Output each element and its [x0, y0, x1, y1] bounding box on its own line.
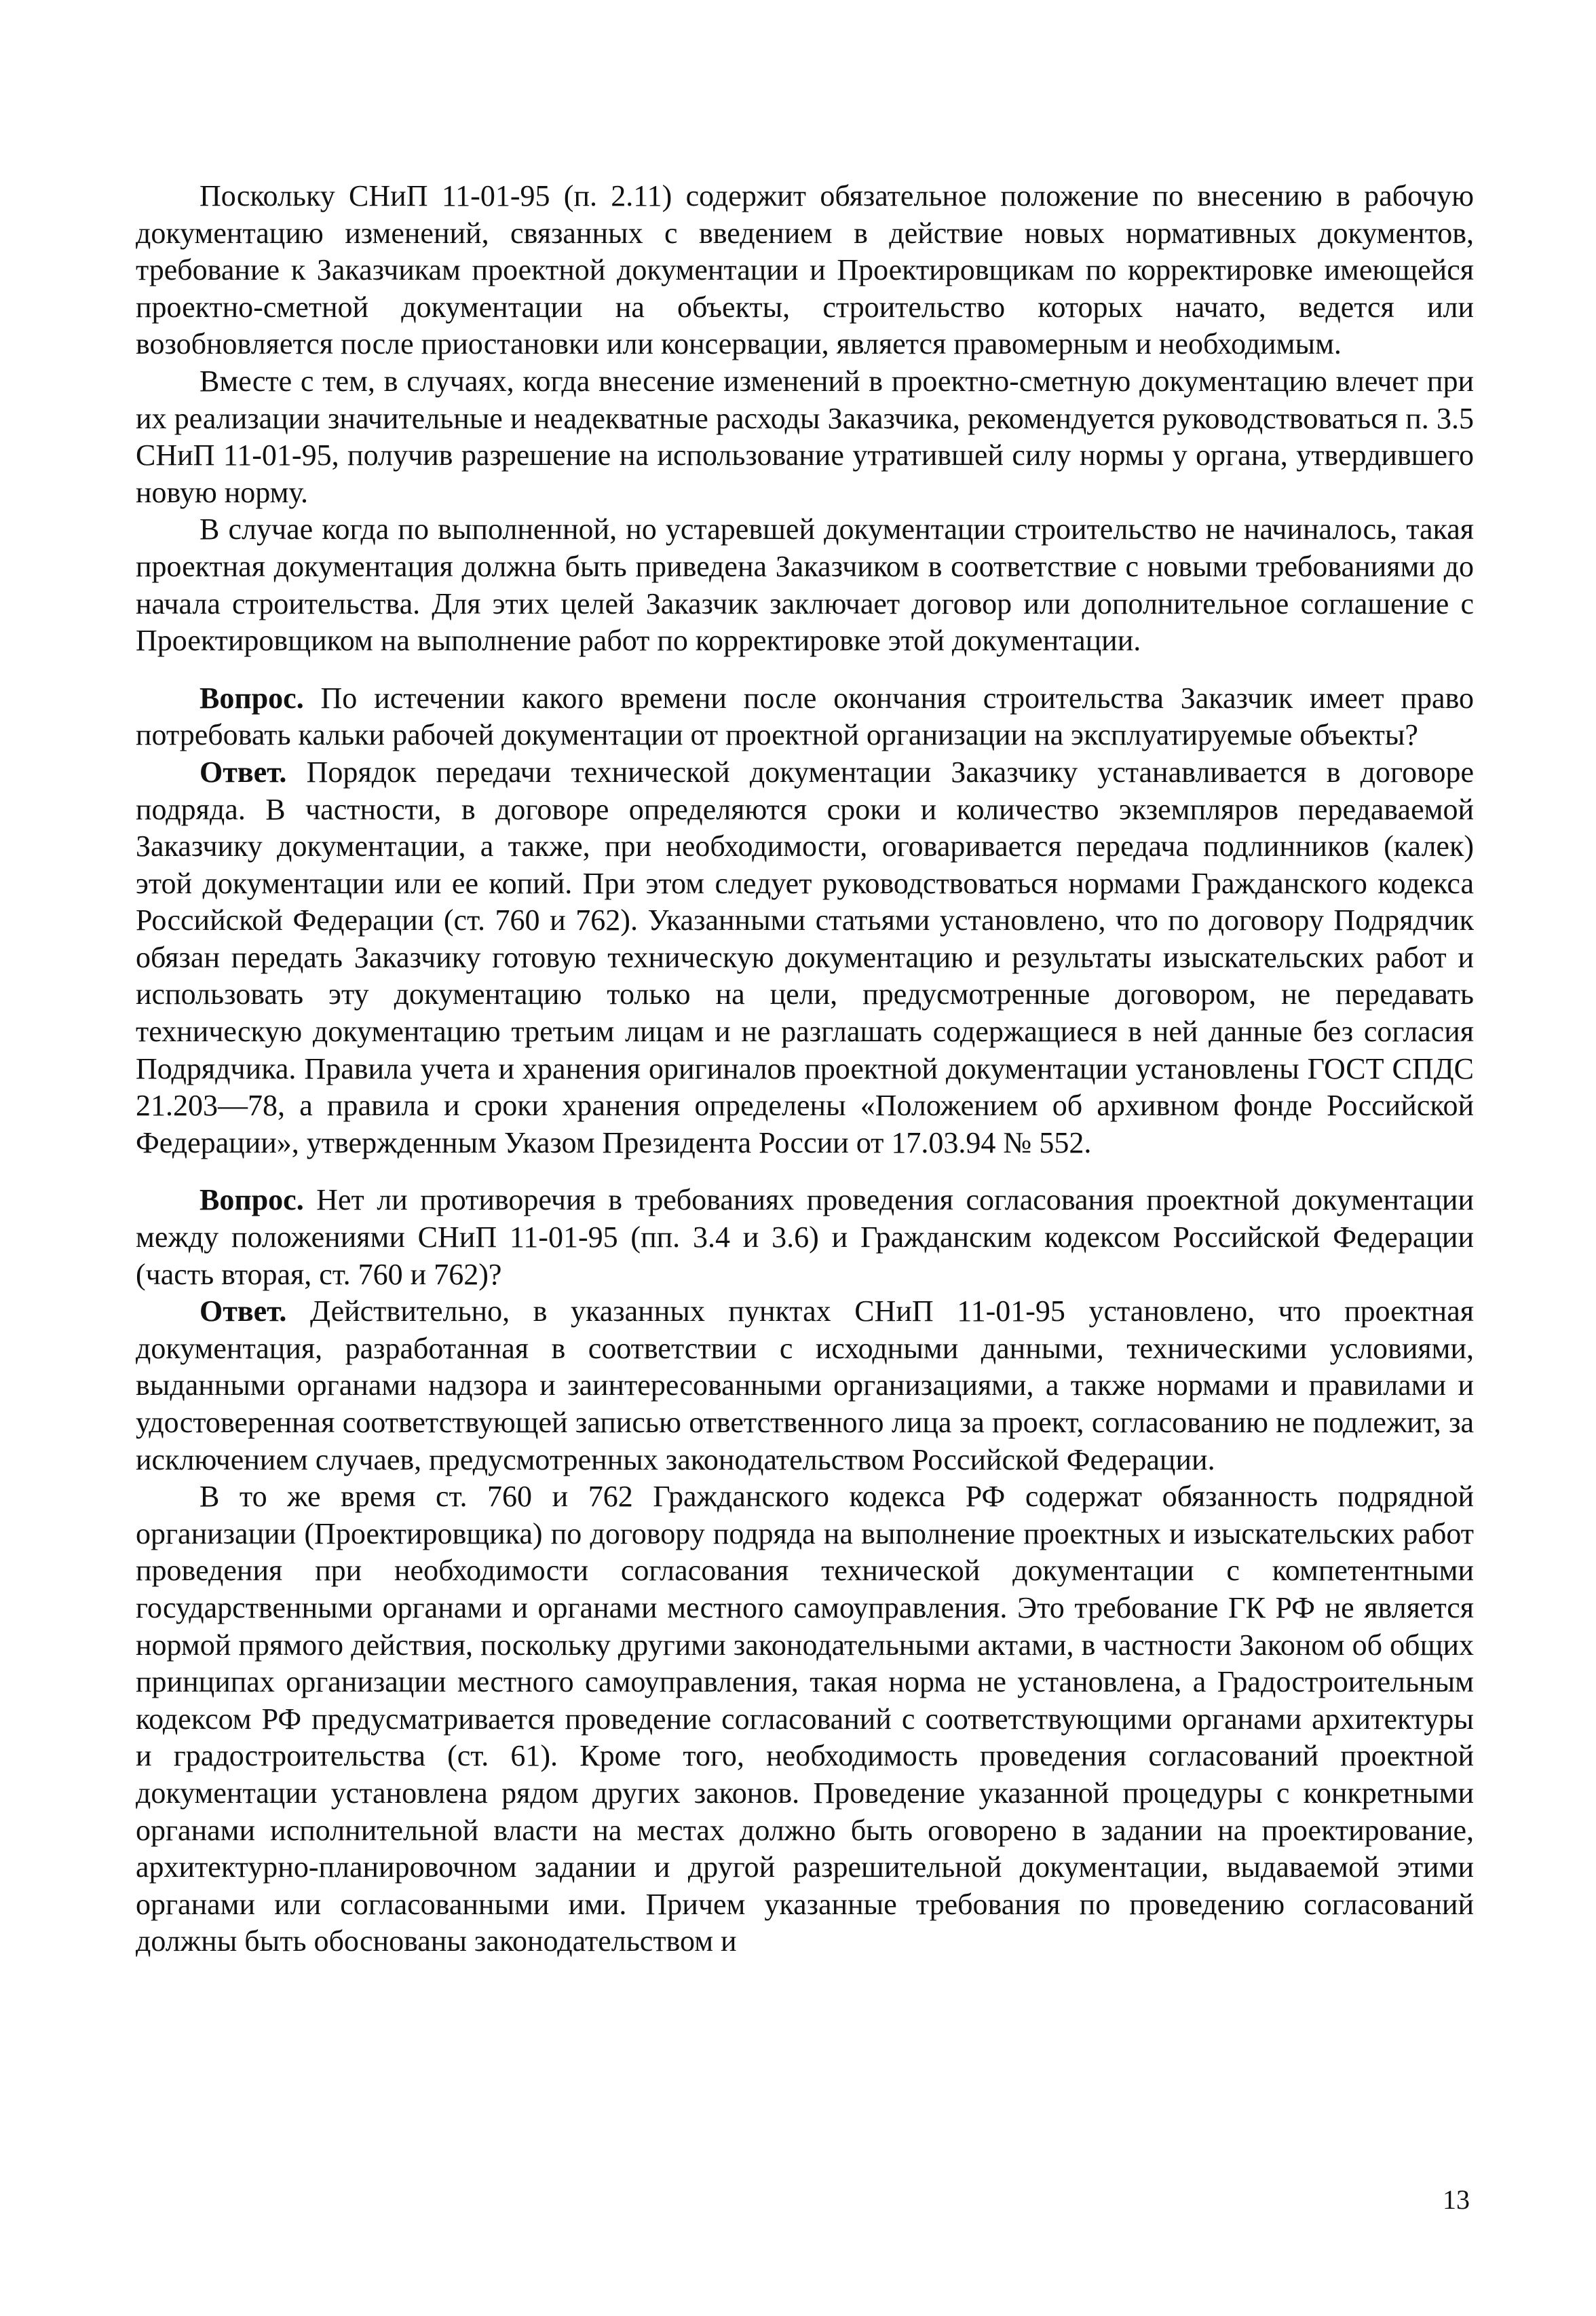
- answer-label: Ответ.: [200, 1294, 287, 1328]
- answer-text: Действительно, в указанных пунктах СНиП 11-01-95 установлено, что проектная документация, разработанная в соответствии с исходными данными, техническими условиями, выданными органами надзора и заинтересованными организациями, а также нормами и правилами и удостоверенная соответствующей записью ответственного лица за проект, согласованию не подлежит, за исключением случаев, предусмотренных законодательством Российской Федерации.: [136, 1294, 1474, 1476]
- paragraph-text: Поскольку СНиП 11-01-95 (п. 2.11) содержит обязательное положение по внесению в рабочую документацию изменений, связанных с введением в действие новых нормативных документов, требование к Заказчикам проектной документации и Проектировщикам по корректировке имеющейся проектно-сметной документации на объекты, строительство которых начато, ведется или возобновляется после приостановки или консервации, является правомерным и необходимым.: [136, 179, 1474, 361]
- answer-paragraph: [136, 1293, 1474, 1478]
- paragraph-text: Вместе с тем, в случаях, когда внесение изменений в проектно-сметную документацию влечет при их реализации значительные и неадекватные расходы Заказчика, рекомендуется руководствоваться п. 3.5 СНиП 11-01-95, получив разрешение на использование утратившей силу нормы у органа, утвердившего новую норму.: [136, 364, 1474, 509]
- page-number: 13: [1443, 2184, 1470, 2215]
- paragraph: [136, 511, 1474, 659]
- body-text: [136, 178, 1474, 1960]
- paragraph: [136, 363, 1474, 511]
- answer-paragraph: [136, 754, 1474, 1162]
- paragraph-text: В то же время ст. 760 и 762 Гражданского кодекса РФ содержат обязанность подрядной организации (Проектировщика) по договору подряда на выполнение проектных и изыскательских работ проведения при необходимости согласования технической документации с компетентными государственными органами и органами местного самоуправления. Это требование ГК РФ не является нормой прямого действия, поскольку другими законодательными актами, в частности Законом об общих принципах организации местного самоуправления, такая норма не установлена, а Градостроительным кодексом РФ предусматривается проведение согласований с соответствующими органами архитектуры и градостроительства (ст. 61). Кроме того, необходимость проведения согласований проектной документации установлена рядом других законов. Проведение указанной процедуры с конкретными органами исполнительной власти на местах должно быть оговорено в задании на проектирование, архитектурно-планировочном задании и другой разрешительной документации, выдаваемой этими органами или согласованными ими. Причем указанные требования по проведению согласований должны быть обоснованы законодательством и: [136, 1480, 1474, 1958]
- paragraph-text: В случае когда по выполненной, но устаревшей документации строительство не начиналось, такая проектная документация должна быть приведена Заказчиком в соответствие с новыми требованиями до начала строительства. Для этих целей Заказчик заключает договор или дополнительное соглашение с Проектировщиком на выполнение работ по корректировке этой документации.: [136, 512, 1474, 658]
- question-label: Вопрос.: [200, 681, 304, 715]
- question-text: По истечении какого времени после окончания строительства Заказчик имеет право потребовать кальки рабочей документации от проектной организации на эксплуатируемые объекты?: [136, 681, 1474, 752]
- paragraph: [136, 1478, 1474, 1960]
- paragraph: [136, 178, 1474, 363]
- answer-text: Порядок передачи технической документации Заказчику устанавливается в договоре подряда. В частности, в договоре определяются сроки и количество экземпляров передаваемой Заказчику документации, а также, при необходимости, оговаривается передача подлинников (калек) этой документации или ее копий. При этом следует руководствоваться нормами Гражданского кодекса Российской Федерации (ст. 760 и 762). Указанными статьями установлено, что по договору Подрядчик обязан передать Заказчику готовую техническую документацию и результаты изыскательских работ и использовать эту документацию только на цели, предусмотренные договором, не передавать техническую документацию третьим лицам и не разглашать содержащиеся в ней данные без согласия Подрядчика. Правила учета и хранения оригиналов проектной документации установлены ГОСТ СПДС 21.203—78, а правила и сроки хранения определены «Положением об архивном фонде Российской Федерации», утвержденным Указом Президента России от 17.03.94 № 552.: [136, 755, 1474, 1159]
- answer-label: Ответ.: [200, 755, 287, 789]
- question-label: Вопрос.: [200, 1183, 304, 1217]
- question-text: Нет ли противоречия в требованиях проведения согласования проектной документации между положениями СНиП 11-01-95 (пп. 3.4 и 3.6) и Гражданским кодексом Российской Федерации (часть вторая, ст. 760 и 762)?: [136, 1183, 1474, 1291]
- question-paragraph: [136, 1182, 1474, 1293]
- question-paragraph: [136, 680, 1474, 754]
